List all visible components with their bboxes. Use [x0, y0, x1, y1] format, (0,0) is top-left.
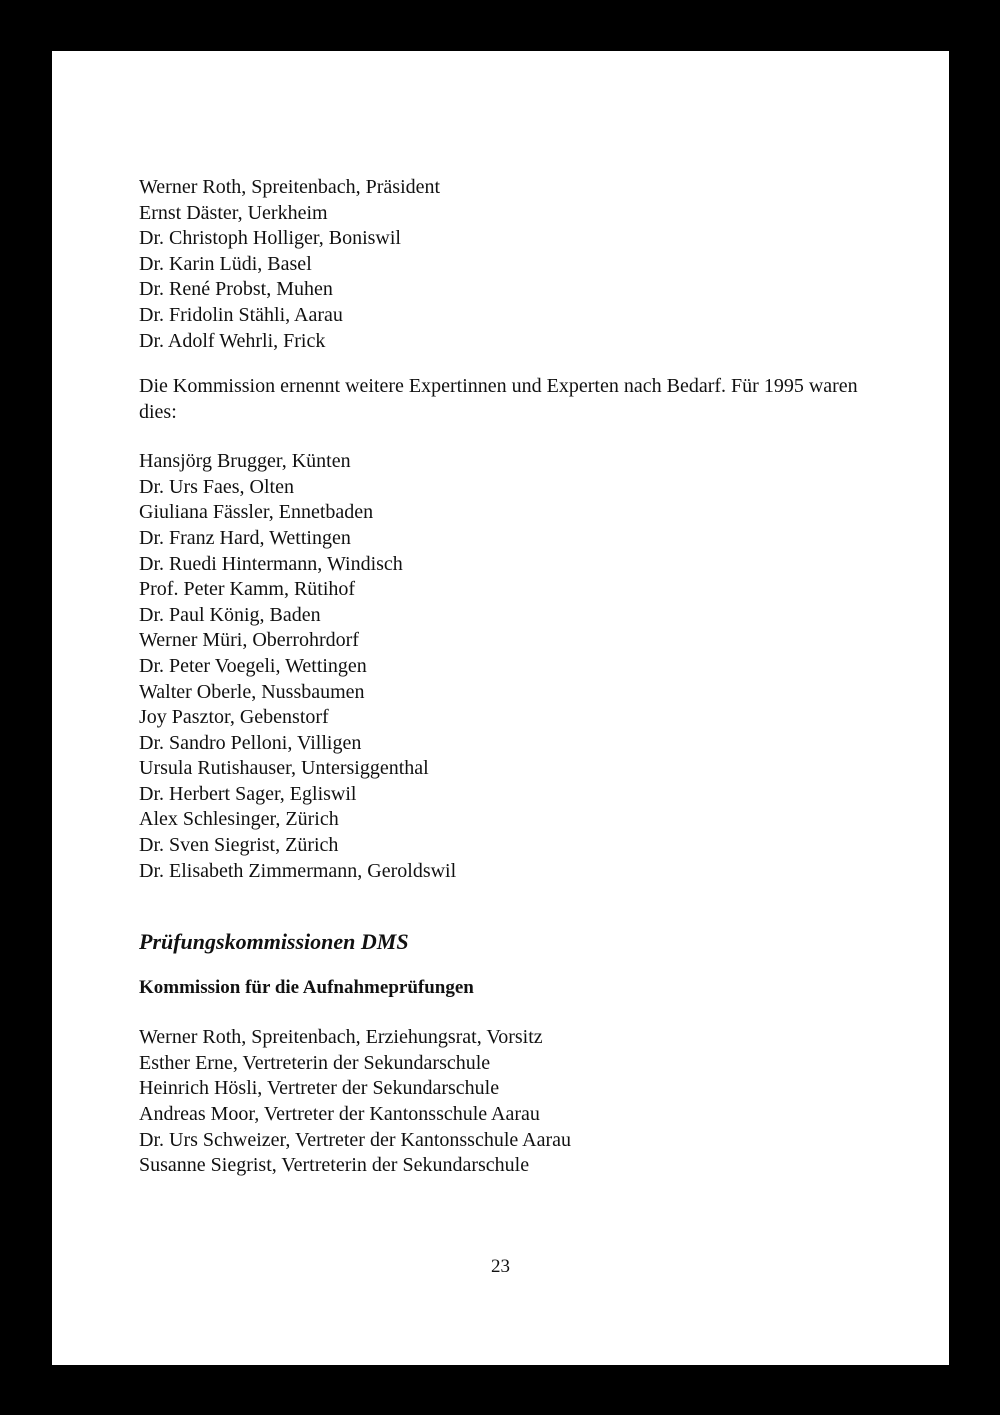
- list-item: Esther Erne, Vertreterin der Sekundarschule: [139, 1051, 491, 1074]
- subsection-title: Kommission für die Aufnahmeprüfungen: [139, 977, 474, 999]
- page-content: [139, 175, 859, 1179]
- commission-member-list: [139, 175, 859, 354]
- list-item: Dr. Herbert Sager, Egliswil: [139, 782, 357, 805]
- list-item: Dr. Urs Schweizer, Vertreter der Kantonsschule Aarau: [139, 1128, 572, 1151]
- list-item: Werner Müri, Oberrohrdorf: [139, 629, 359, 652]
- intro-paragraph: Die Kommission ernennt weitere Expertinnen und Experten nach Bedarf. Für 1995 waren dies:: [139, 375, 858, 424]
- list-item: Dr. Urs Faes, Olten: [139, 475, 294, 498]
- list-item: Dr. Paul König, Baden: [139, 603, 321, 626]
- list-item: Alex Schlesinger, Zürich: [139, 808, 339, 831]
- list-item: Andreas Moor, Vertreter der Kantonsschule Aarau: [139, 1103, 540, 1126]
- list-item: Dr. Sven Siegrist, Zürich: [139, 834, 339, 857]
- list-item: Werner Roth, Spreitenbach, Präsident: [139, 176, 441, 198]
- list-item: Joy Pasztor, Gebenstorf: [139, 706, 329, 729]
- list-item: Dr. Fridolin Stähli, Aarau: [139, 303, 343, 326]
- list-item: Dr. René Probst, Muhen: [139, 278, 333, 301]
- document-page: [52, 51, 949, 1365]
- list-item: Dr. Karin Lüdi, Basel: [139, 252, 312, 275]
- list-item: Dr. Christoph Holliger, Boniswil: [139, 227, 401, 250]
- list-item: Dr. Adolf Wehrli, Frick: [139, 329, 326, 352]
- expert-list: [139, 449, 859, 884]
- list-item: Susanne Siegrist, Vertreterin der Sekundarschule: [139, 1154, 530, 1177]
- list-item: Hansjörg Brugger, Künten: [139, 450, 351, 473]
- list-item: Dr. Franz Hard, Wettingen: [139, 526, 351, 549]
- list-item: Dr. Peter Voegeli, Wettingen: [139, 654, 367, 677]
- list-item: Prof. Peter Kamm, Rütihof: [139, 578, 356, 601]
- page-number: 23: [491, 1256, 510, 1277]
- list-item: Dr. Elisabeth Zimmermann, Geroldswil: [139, 859, 457, 882]
- section-title: Prüfungskommissionen DMS: [139, 929, 409, 955]
- list-item: Dr. Sandro Pelloni, Villigen: [139, 731, 362, 754]
- list-item: Walter Oberle, Nussbaumen: [139, 680, 365, 703]
- list-item: Ursula Rutishauser, Untersiggenthal: [139, 757, 429, 780]
- list-item: Heinrich Hösli, Vertreter der Sekundarschule: [139, 1077, 500, 1100]
- list-item: Giuliana Fässler, Ennetbaden: [139, 501, 374, 524]
- list-item: Ernst Däster, Uerkheim: [139, 201, 328, 224]
- admission-commission-list: [139, 1025, 859, 1179]
- list-item: Werner Roth, Spreitenbach, Erziehungsrat, Vorsitz: [139, 1026, 543, 1049]
- list-item: Dr. Ruedi Hintermann, Windisch: [139, 552, 403, 575]
